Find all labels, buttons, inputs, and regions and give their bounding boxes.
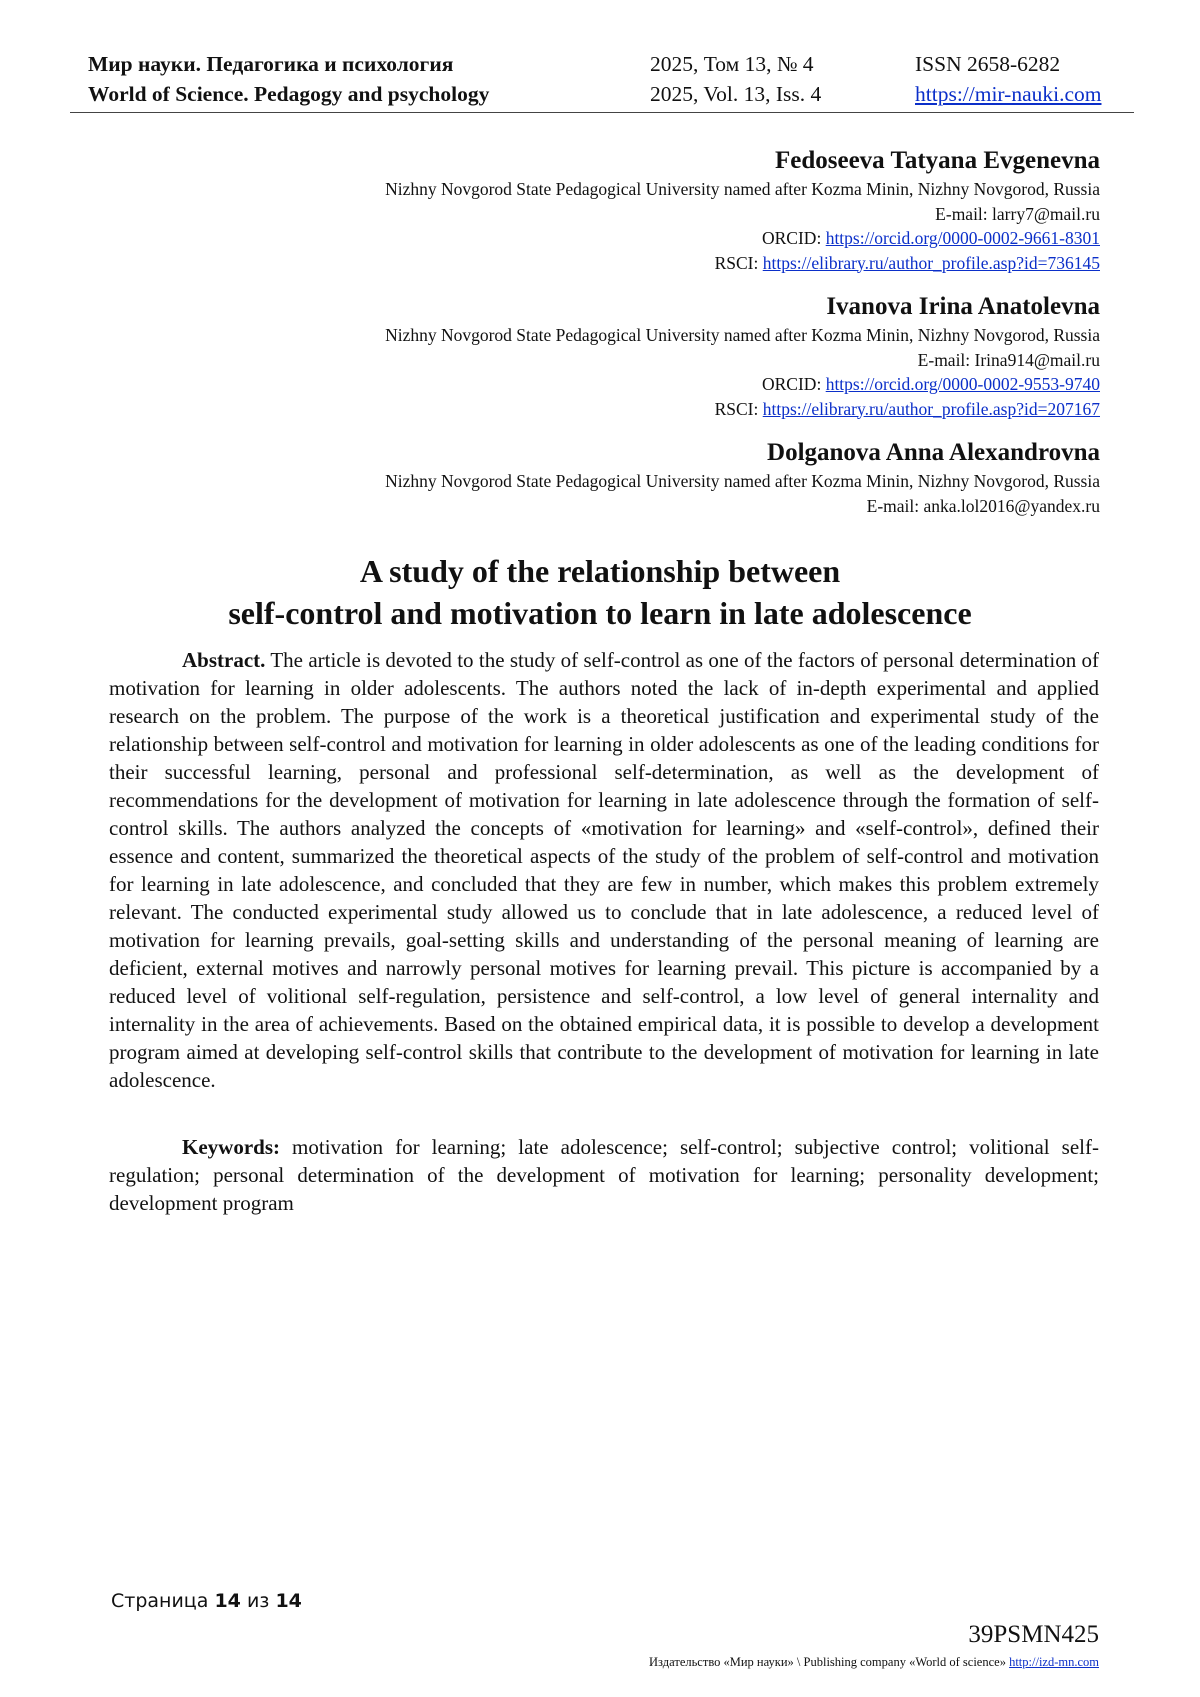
abstract-label: Abstract. — [182, 648, 266, 672]
rsci-label: RSCI: — [714, 398, 759, 419]
title-line-1: A study of the relationship between — [359, 553, 841, 589]
author-list — [100, 145, 1100, 534]
author-orcid — [100, 372, 1100, 397]
keywords-text: motivation for learning; late adolescence; self-control; subjective control; volitional self-regulation; personal determination of the development of motivation for learning; personality development; development program — [109, 1135, 1100, 1215]
abstract — [109, 646, 1099, 1094]
author-block — [100, 437, 1100, 518]
rsci-label: RSCI: — [714, 252, 759, 273]
author-name: Dolganova Anna Alexandrovna — [767, 439, 1100, 466]
abstract-text: The article is devoted to the study of self-control as one of the factors of personal determination of motivation for learning in older adolescents. The authors noted the lack of in-depth experimental and applied research on the problem. The purpose of the work is a theoretical justification and experimental study of the relationship between self-control and motivation for learning in older adolescents as one of the leading conditions for their successful learning, personal and professional self-determination, as well as the development of recommendations for the development of motivation for learning in late adolescence through the formation of self-control skills. The authors analyzed the concepts of «motivation for learning» and «self-control», defined their essence and content, summarized the theoretical aspects of the study of the problem of self-control and motivation for learning in late adolescence, and concluded that they are few in number, which makes this problem extremely relevant. The conducted experimental study allowed us to conclude that in late adolescence, a reduced level of motivation for learning prevails, goal-setting skills and understanding of the personal meaning of learning are deficient, external motives and narrowly personal motives for learning prevail. This picture is accompanied by a reduced level of volitional self-regulation, persistence and self-control, a low level of general internality and internality in the area of achievements. Based on the obtained empirical data, it is possible to develop a development program aimed at developing self-control skills that contribute to the development of motivation for learning in late adolescence. — [109, 648, 1100, 1092]
journal-title-ru: Мир науки. Педагогика и психология — [88, 52, 454, 76]
author-email: E-mail: Irina914@mail.ru — [917, 349, 1100, 370]
page-counter — [111, 1588, 302, 1614]
orcid-link[interactable]: https://orcid.org/0000-0002-9661-8301 — [825, 228, 1100, 248]
orcid-label: ORCID: — [762, 228, 822, 248]
issue-en: 2025, Vol. 13, Iss. 4 — [650, 82, 822, 106]
author-name: Ivanova Irina Anatolevna — [826, 293, 1100, 320]
keywords — [109, 1133, 1099, 1217]
author-name: Fedoseeva Tatyana Evgenevna — [774, 147, 1100, 174]
orcid-link[interactable]: https://orcid.org/0000-0002-9553-9740 — [825, 374, 1100, 394]
article-code: 39PSMN425 — [968, 1621, 1099, 1648]
publisher-text: Издательство «Мир науки» \ Publishing company «World of science» — [649, 1655, 1006, 1669]
publisher-line — [649, 1654, 1099, 1670]
page-word: Страница — [111, 1590, 209, 1612]
issn: ISSN 2658-6282 — [915, 52, 1061, 76]
orcid-label: ORCID: — [762, 374, 822, 394]
journal-site-link[interactable]: https://mir-nauki.com — [915, 82, 1102, 106]
author-orcid — [100, 226, 1100, 251]
author-affiliation: Nizhny Novgorod State Pedagogical University named after Kozma Minin, Nizhny Novgorod, Russia — [385, 179, 1100, 199]
title-line-2: self-control and motivation to learn in late adolescence — [228, 595, 972, 631]
article-title — [100, 550, 1100, 634]
author-block — [100, 145, 1100, 275]
rsci-link[interactable]: https://elibrary.ru/author_profile.asp?id=736145 — [762, 252, 1100, 273]
author-block — [100, 291, 1100, 421]
rsci-link[interactable]: https://elibrary.ru/author_profile.asp?id=207167 — [762, 398, 1100, 419]
journal-title-en: World of Science. Pedagogy and psychology — [88, 82, 490, 106]
header-divider — [70, 112, 1134, 113]
author-email: E-mail: anka.lol2016@yandex.ru — [866, 495, 1100, 516]
page-current: 14 — [214, 1590, 241, 1612]
author-rsci — [100, 397, 1100, 422]
author-email: E-mail: larry7@mail.ru — [935, 203, 1100, 224]
page-of: из — [246, 1590, 270, 1612]
keywords-label: Keywords: — [182, 1135, 280, 1159]
author-affiliation: Nizhny Novgorod State Pedagogical University named after Kozma Minin, Nizhny Novgorod, Russia — [385, 325, 1100, 345]
issue-ru: 2025, Том 13, № 4 — [650, 52, 814, 76]
page-total: 14 — [275, 1590, 302, 1612]
author-rsci — [100, 251, 1100, 276]
author-affiliation: Nizhny Novgorod State Pedagogical University named after Kozma Minin, Nizhny Novgorod, Russia — [385, 471, 1100, 491]
publisher-link[interactable]: http://izd-mn.com — [1009, 1655, 1099, 1669]
